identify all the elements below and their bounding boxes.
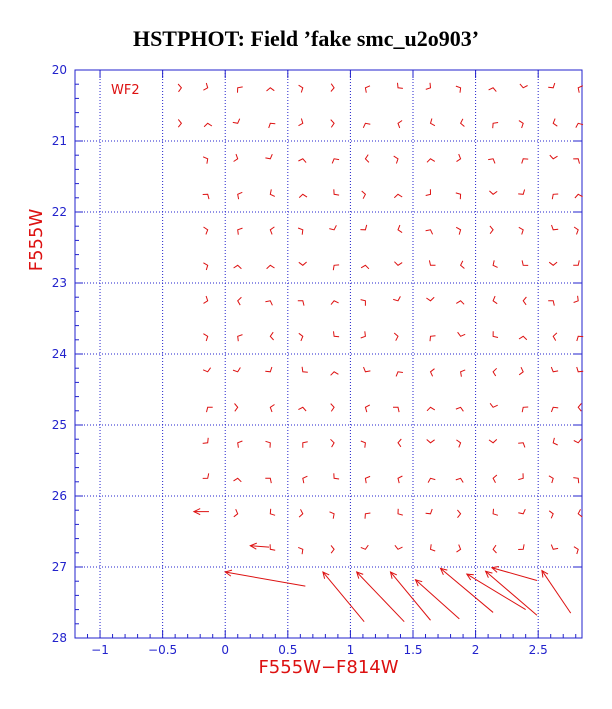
residual-mark <box>238 192 243 199</box>
residual-mark <box>578 403 581 411</box>
residual-mark <box>238 335 243 342</box>
residual-mark <box>234 509 238 517</box>
residual-mark <box>204 123 212 126</box>
residual-mark <box>456 86 461 93</box>
residual-mark <box>204 227 208 234</box>
residual-mark <box>331 120 334 128</box>
residual-mark <box>298 547 303 554</box>
residual-mark <box>365 476 370 483</box>
residual-mark <box>398 476 402 483</box>
residual-mark <box>330 512 335 519</box>
residual-mark <box>551 545 558 550</box>
residual-mark <box>394 262 402 266</box>
residual-mark <box>493 331 498 337</box>
residual-mark <box>461 119 465 127</box>
x-tick-label: 2.5 <box>528 643 548 657</box>
residual-mark <box>361 265 369 269</box>
residual-mark <box>365 513 370 519</box>
vector-line <box>225 572 305 586</box>
panel-label: WF2 <box>111 83 140 98</box>
residual-mark <box>299 262 307 265</box>
residual-mark <box>331 545 334 553</box>
residual-mark <box>574 547 578 554</box>
residual-mark <box>426 230 433 235</box>
residual-mark <box>458 332 466 336</box>
residual-mark <box>461 261 465 269</box>
residual-mark <box>488 159 495 164</box>
residual-mark <box>394 156 398 163</box>
residual-mark <box>456 407 464 411</box>
residual-mark <box>489 191 497 194</box>
residual-mark <box>238 87 243 93</box>
residual-mark <box>427 407 435 411</box>
residual-mark <box>523 297 526 305</box>
vector-line <box>542 571 571 614</box>
y-tick-label: 23 <box>51 276 67 290</box>
residual-mark <box>265 478 271 483</box>
plot-area <box>75 70 582 638</box>
residual-mark <box>429 260 435 265</box>
residual-mark <box>398 509 403 515</box>
residual-mark <box>203 263 207 270</box>
residual-mark <box>461 370 466 377</box>
residual-mark <box>265 154 272 159</box>
residual-mark <box>361 331 366 338</box>
residual-mark <box>299 509 303 517</box>
residual-mark <box>365 405 369 412</box>
residual-mark <box>518 509 525 514</box>
residual-mark <box>238 228 243 235</box>
residual-mark <box>489 439 497 442</box>
residual-mark <box>430 336 436 342</box>
y-tick-label: 20 <box>51 63 67 77</box>
residual-mark <box>493 260 498 267</box>
y-tick-label: 27 <box>51 560 67 574</box>
residual-mark <box>520 84 528 88</box>
residual-mark <box>238 441 243 448</box>
residual-mark <box>331 84 334 92</box>
residual-mark <box>331 404 334 412</box>
residual-mark <box>234 265 242 268</box>
residual-mark <box>203 334 207 341</box>
residual-mark <box>361 441 366 448</box>
residual-mark <box>428 478 435 482</box>
residual-mark <box>457 510 460 518</box>
residual-mark <box>574 296 579 303</box>
residual-mark <box>552 225 559 230</box>
residual-mark <box>427 159 435 163</box>
residual-mark <box>266 441 271 447</box>
residual-mark <box>456 478 463 482</box>
residual-mark <box>234 478 242 482</box>
x-tick-label: 0.5 <box>278 643 298 657</box>
residual-mark <box>178 84 181 92</box>
residual-mark <box>522 260 528 265</box>
residual-mark <box>548 301 554 306</box>
residual-mark <box>329 225 336 230</box>
residual-mark <box>299 194 307 197</box>
residual-mark <box>203 83 207 90</box>
residual-mark <box>398 121 402 128</box>
residual-mark <box>456 301 464 305</box>
y-tick-label: 21 <box>51 134 67 148</box>
residual-mark <box>361 300 366 306</box>
residual-mark <box>456 440 460 448</box>
residual-mark <box>493 368 497 376</box>
residual-mark <box>575 194 583 198</box>
x-tick-label: −1 <box>91 643 109 657</box>
residual-mark <box>574 227 578 234</box>
residual-mark <box>493 475 497 483</box>
residual-mark <box>493 296 497 304</box>
residual-mark <box>551 407 558 412</box>
residual-mark <box>235 404 238 412</box>
residual-mark <box>398 225 402 233</box>
residual-mark <box>574 439 582 443</box>
residual-mark <box>518 190 524 195</box>
residual-mark <box>426 297 434 301</box>
residual-mark <box>394 194 402 197</box>
residual-mark <box>270 544 275 550</box>
residual-mark <box>549 262 557 265</box>
residual-mark <box>334 189 339 195</box>
residual-mark <box>203 194 209 199</box>
residual-mark <box>573 478 578 484</box>
residual-mark <box>490 403 498 407</box>
residual-mark <box>395 545 403 549</box>
vector-head <box>542 571 548 578</box>
residual-mark <box>431 369 435 377</box>
residual-mark <box>551 367 558 372</box>
residual-mark <box>203 438 209 444</box>
y-tick-label: 24 <box>51 347 67 361</box>
residual-mark <box>550 155 558 159</box>
residual-mark <box>431 544 436 551</box>
residual-mark <box>204 296 208 303</box>
residual-mark <box>299 119 303 126</box>
residual-mark <box>493 545 496 553</box>
residual-mark <box>233 368 240 372</box>
residual-mark <box>298 407 306 411</box>
residual-mark <box>456 227 460 234</box>
residual-mark <box>394 333 398 341</box>
vector-line <box>492 568 537 581</box>
residual-mark <box>398 439 401 447</box>
x-tick-label: 1.5 <box>403 643 423 657</box>
residual-mark <box>522 159 529 164</box>
residual-mark <box>361 545 369 549</box>
residual-mark <box>365 155 369 163</box>
residual-mark <box>549 476 553 483</box>
x-tick-label: −0.5 <box>148 643 178 657</box>
residual-mark <box>269 123 276 128</box>
residual-mark <box>489 88 497 92</box>
residual-mark <box>178 119 181 127</box>
vector-line <box>416 580 460 619</box>
residual-mark <box>490 226 493 234</box>
residual-mark <box>365 86 370 93</box>
residual-mark <box>426 509 433 514</box>
vector-line <box>323 572 364 622</box>
residual-mark <box>393 407 399 412</box>
residual-mark <box>364 367 371 372</box>
residual-mark <box>270 332 273 340</box>
residual-mark <box>519 336 527 339</box>
residual-mark <box>270 227 274 235</box>
residual-mark <box>332 159 339 164</box>
residual-mark <box>398 83 403 89</box>
y-tick-label: 26 <box>51 489 67 503</box>
residual-mark <box>298 301 304 306</box>
residual-mark <box>331 439 335 447</box>
residual-mark <box>331 372 339 376</box>
residual-mark <box>203 473 209 478</box>
residual-mark <box>519 227 523 234</box>
residual-mark <box>549 511 553 519</box>
residual-mark <box>302 367 308 372</box>
residual-mark <box>363 123 370 128</box>
residual-mark <box>393 296 400 300</box>
residual-mark <box>426 83 431 90</box>
x-axis-label: F555W−F814W <box>258 657 399 678</box>
x-tick-label: 2 <box>471 643 480 657</box>
residual-mark <box>573 159 579 164</box>
residual-mark <box>298 159 306 163</box>
residual-mark <box>270 509 275 516</box>
residual-mark <box>518 443 525 448</box>
x-tick-label: 0 <box>221 643 230 657</box>
residual-mark <box>207 407 213 412</box>
residual-mark <box>299 85 303 92</box>
residual-mark <box>203 157 208 164</box>
residual-mark <box>270 189 275 196</box>
residual-mark <box>267 88 275 91</box>
residual-mark <box>518 473 523 479</box>
residual-mark <box>493 509 498 516</box>
residual-mark <box>548 83 555 88</box>
residual-mark <box>298 228 303 235</box>
residual-mark <box>573 260 579 265</box>
residual-mark <box>238 297 242 305</box>
residual-mark <box>457 154 461 162</box>
residual-mark <box>267 265 275 268</box>
residual-mark <box>334 473 339 479</box>
residual-mark <box>299 333 303 341</box>
y-tick-label: 25 <box>51 418 67 432</box>
y-axis-label: F555W <box>26 208 47 272</box>
residual-mark <box>265 301 272 306</box>
residual-mark <box>519 367 523 375</box>
residual-mark <box>519 121 523 128</box>
residual-mark <box>457 545 461 553</box>
residual-mark <box>427 440 435 443</box>
residual-mark <box>396 372 403 377</box>
vector-head <box>467 574 474 580</box>
residual-mark <box>518 544 524 549</box>
residual-mark <box>553 119 557 127</box>
residual-mark <box>552 194 558 199</box>
residual-mark <box>493 123 498 129</box>
residual-mark <box>522 407 528 412</box>
residual-mark <box>333 265 339 270</box>
residual-mark <box>203 368 211 372</box>
residual-mark <box>456 193 461 199</box>
residual-mark <box>303 442 308 448</box>
x-tick-label: 1 <box>346 643 355 657</box>
y-tick-label: 28 <box>51 631 67 645</box>
chart-title: HSTPHOT: Field ’fake smc_u2o903’ <box>132 26 480 51</box>
residual-mark <box>334 331 340 336</box>
residual-mark <box>553 438 558 445</box>
residual-mark <box>360 225 366 230</box>
residual-mark <box>426 189 431 195</box>
residual-mark <box>553 333 557 341</box>
residual-mark <box>362 191 366 199</box>
y-tick-label: 22 <box>51 205 67 219</box>
residual-mark <box>303 476 308 483</box>
residual-mark <box>234 154 238 161</box>
residual-mark <box>270 405 274 413</box>
residual-mark <box>331 301 339 305</box>
residual-mark <box>265 367 272 372</box>
residual-mark <box>233 119 240 124</box>
residual-mark <box>431 119 435 126</box>
